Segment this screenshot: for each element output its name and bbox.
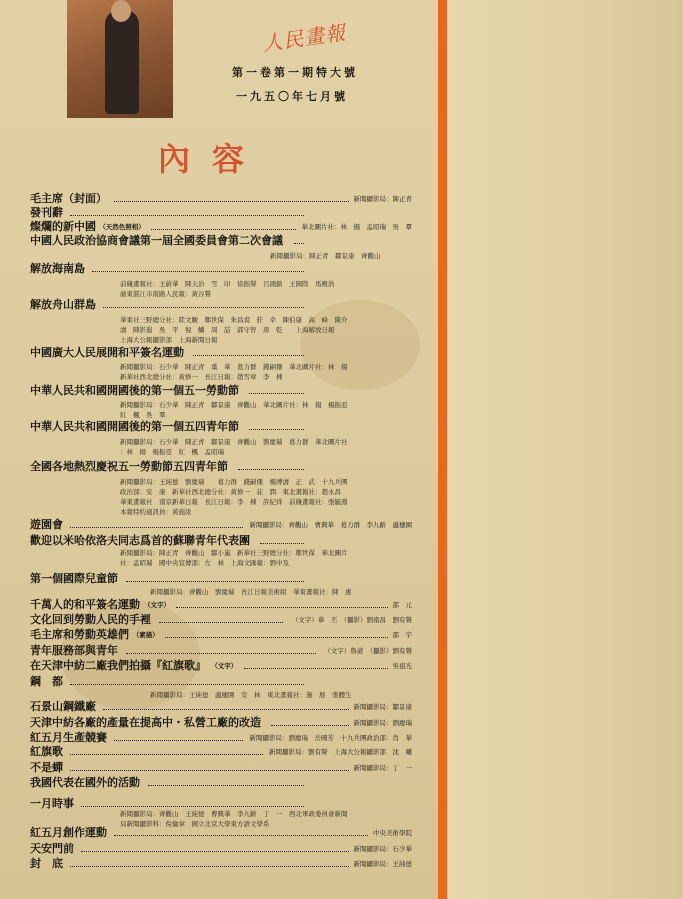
toc-entry: [0, 534, 447, 548]
magazine-logo: 人民畫報: [260, 20, 348, 56]
toc-entry-note: （文字）: [144, 601, 170, 609]
toc-entry-note: （文字）: [211, 662, 238, 670]
contents-heading: 內容: [158, 140, 267, 178]
leader-dots: [114, 201, 348, 202]
photo-credit-line: 新聞攝影局：石少華 陳正青 鄒景康 齊觀山 劉慶瑞 葛力群 華北圖片社: [120, 438, 348, 446]
toc-entry-credit: 新聞攝影局：王純德: [353, 860, 412, 868]
toc-entry-title: 我國代表在國外的活動: [30, 776, 140, 789]
leader-dots: [165, 637, 388, 638]
toc-entry-credit: 邵 宇: [392, 631, 412, 639]
photo-credit-line: 新聞攝影局：陳正青 鄒景康 齊觀山: [270, 252, 381, 260]
toc-entry-note: （素描）: [132, 631, 159, 639]
leader-dots: [103, 709, 348, 710]
issue-number: 第一卷第一期特大號: [232, 66, 358, 79]
toc-entry-title: 全國各地熱烈慶祝五一勞動節五四青年節: [30, 460, 228, 473]
photo-credit-line: 華東畫報社 南京新華日報 長江日報：李 棟 許紀祥 前綫畫報社：張毓淵: [120, 498, 348, 506]
leader-dots: [151, 229, 295, 230]
leader-dots: [126, 581, 304, 582]
toc-entry-title: 中華人民共和國開國後的第一個五四青年節: [30, 420, 239, 433]
leader-dots: [176, 607, 388, 608]
leader-dots: [260, 543, 304, 544]
toc-entry-credit: 新聞攝影局：劉慶瑞 岳國芳 十九兵團政治部：肖 華: [249, 734, 412, 742]
toc-entry-title: 封 底: [30, 857, 63, 870]
toc-entry-title: 鋼 都: [30, 675, 63, 688]
leader-dots: [238, 469, 304, 470]
toc-entry-title: 天津中紡各廠的產量在提高中・私營工廠的改造: [30, 716, 261, 729]
photo-credit-line: 濤 陳影遐 吳 平 倪 鱗 周 喆 郭守智 唐 乾 上海解放日報: [120, 326, 335, 334]
toc-entry-credit: 新聞攝影局：齊觀山 曹興華 葛力群 李九齡 盧穗園: [249, 521, 412, 529]
toc-entry: [0, 518, 447, 532]
leader-dots: [159, 622, 282, 623]
toc-entry: [0, 761, 447, 775]
leader-dots: [148, 785, 304, 786]
photo-credit-line: 紅 楓 吳 羣: [120, 411, 166, 419]
photo-credit-line: 局新聞攝影科：倪倫章 國立北京大學東方語文學系: [120, 820, 270, 828]
leader-dots: [81, 806, 304, 807]
toc-entry-note: （天然色照相）: [99, 223, 145, 231]
toc-entry-credit: 邵 元: [392, 601, 412, 609]
toc-entry-title: 遊園會: [30, 518, 63, 531]
toc-entry-title: 燦爛的新中國: [30, 220, 96, 233]
toc-entry: [0, 675, 447, 689]
leader-dots: [70, 527, 243, 528]
photo-credit-line: 廣東湛江市南路人民報：黃谷聲: [120, 290, 211, 298]
toc-entry-title: 紅五月生產競賽: [30, 731, 107, 744]
toc-entry-title: 毛主席（封面）: [30, 192, 107, 205]
toc-entry-title: 一月時事: [30, 797, 74, 810]
toc-entry-credit: 新聞攝影局：鄒景康: [353, 703, 412, 711]
toc-entry-title: 解放海南島: [30, 262, 85, 275]
leader-dots: [244, 668, 389, 669]
toc-entry: [0, 776, 447, 790]
leader-dots: [271, 725, 348, 726]
toc-entry-credit: （文字）華 丕 （攝影）劉南昌 劉有聲: [291, 616, 412, 624]
toc-entry-title: 青年服務部與青年: [30, 644, 118, 657]
toc-entry-credit: 新聞攝影局：丁 一: [353, 764, 412, 772]
toc-entry-title: 解放舟山群島: [30, 298, 96, 311]
leader-dots: [70, 754, 263, 755]
leader-dots: [70, 215, 304, 216]
toc-entry-title: 千萬人的和平簽名運動: [30, 598, 140, 611]
toc-entry-title: 歡迎以米哈依洛夫同志爲首的蘇聯青年代表團: [30, 534, 250, 547]
leader-dots: [92, 271, 304, 272]
toc-entry: [0, 420, 447, 434]
leader-dots: [249, 429, 304, 430]
toc-entry: [0, 384, 447, 398]
leader-dots: [249, 393, 304, 394]
toc-entry: [0, 346, 447, 360]
leader-dots: [70, 866, 349, 867]
photo-credit-line: 華東社三野總分社：陸文駿 鄭世保 朱昌裘 莊 幸 陳伯康 高 峰 陳介: [120, 316, 348, 324]
toc-entry: [0, 192, 447, 206]
toc-entry: [0, 206, 447, 220]
toc-entry-title: 石景山鋼鐵廠: [30, 700, 96, 713]
leader-dots: [294, 243, 304, 244]
toc-entry-title: 紅五月創作運動: [30, 826, 107, 839]
photo-credit-line: ：林 揚 楊振亞 紅 楓 孟昭瑞: [120, 448, 224, 456]
toc-entry: [0, 857, 447, 871]
toc-entry: [0, 659, 447, 673]
photo-credit-line: 政治部：安 康 新華社西北總分社：黃修一 荘 潤 東北畫報社：趙永昌: [120, 488, 341, 496]
toc-entry: [0, 234, 447, 248]
toc-entry: [0, 598, 447, 612]
toc-entry-credit: 新聞攝影局：陳正青: [353, 195, 412, 203]
photo-credit-line: 新華社西北總分社：黃修一 長江日報：趙雪章 李 棟: [120, 373, 283, 381]
toc-entry-credit: 新聞攝影局：石少華: [353, 845, 412, 853]
toc-entry-credit: （文字）魯道 （攝影）劉有聲: [324, 647, 412, 655]
toc-entry-credit: 吳祖光: [392, 662, 412, 670]
leader-dots: [114, 740, 243, 741]
toc-entry-title: 中華人民共和國開國後的第一個五一勞動節: [30, 384, 239, 397]
photo-credit-line: 社：孟昭瑞 國中央宣傳部：左 林 上海文匯報：劉中及: [120, 559, 289, 567]
toc-entry: [0, 628, 447, 642]
toc-entry: [0, 572, 447, 586]
toc-entry: [0, 262, 447, 276]
toc-entry: [0, 842, 447, 856]
toc-entry-credit: 中央美術學院: [373, 829, 412, 837]
toc-entry: [0, 644, 447, 658]
photo-credit-line: 前綫畫報社：王蔚華 陳天治 雪 印 徐振聲 呂鴻銘 王國際 馬殿浩: [120, 280, 335, 288]
toc-entry-title: 發刊辭: [30, 206, 63, 219]
toc-entry-title: 毛主席和勞動英雄們: [30, 628, 129, 641]
leader-dots: [70, 684, 304, 685]
toc-entry-title: 在天津中紡二廠我們拍攝『紅旗歌』: [30, 659, 206, 672]
toc-entry: [0, 731, 447, 745]
toc-entry-title: 天安門前: [30, 842, 74, 855]
photo-credit-line: 新聞攝影局：石少華 陳正青 鄒景康 齊觀山 華北圖片社：林 揚 楊振亞: [120, 401, 348, 409]
toc-entry: [0, 716, 447, 730]
photo-credit-line: 新聞攝影局：王純德 盧穗園 安 林 東北畫報社：施 展 張體生: [150, 691, 352, 699]
toc-entry-title: 文化回到勞動人民的手裡: [30, 613, 151, 626]
photo-credit-line: 上海大公報攝影部 上海新聞日報: [120, 336, 218, 344]
toc-entry: [0, 700, 447, 714]
toc-entry-title: 第一個國際兒童節: [30, 572, 118, 585]
leader-dots: [114, 835, 368, 836]
leader-dots: [81, 851, 349, 852]
toc-entry: [0, 745, 447, 759]
toc-entry-title: 中國人民政治協商會議第一屆全國委員會第二次會議: [30, 234, 283, 247]
photo-credit-line: 新聞攝影局：石少華 陳正青 葉 華 葛力群 錢嗣傑 華北圖片社：林 揚: [120, 363, 348, 371]
toc-entry-title: 紅旗歌: [30, 745, 63, 758]
photo-credit-line: 新聞攝影局：王純德 劉慶瑞 葛力群 錢嗣傑 楊溥濤 正 武 十九兵團: [120, 478, 348, 486]
leader-dots: [70, 770, 349, 771]
photo-credit-line: 新聞攝影局：齊觀山 劉慶瑞 長江日報美術組 華東畫報社：陳 惠: [150, 588, 352, 596]
photo-credit-line: 新聞攝影局：齊觀山 王純德 曹興華 李九齡 丁 一 西北軍政委員會新聞: [120, 810, 348, 818]
leader-dots: [193, 355, 304, 356]
issue-date: 一九五〇年七月號: [236, 90, 348, 103]
toc-entry-credit: 新聞攝影局：劉慶瑞: [353, 719, 412, 727]
leader-dots: [126, 653, 316, 654]
photo-credit-line: 新聞攝影局：陳正青 齊觀山 鄒小嵐 新華社三野總分社：鄭世保 華北圖片: [120, 549, 348, 557]
toc-entry: [0, 460, 447, 474]
toc-entry-credit: 新聞攝影局：劉有聲 上海大公報攝影部 沈 曦: [269, 748, 412, 756]
toc-entry-credit: 華北圖片社：林 揚 孟昭瑞 吳 羣: [301, 223, 412, 231]
toc-entry: [0, 298, 447, 312]
toc-entry: [0, 220, 447, 234]
toc-entry-title: 不是蟬: [30, 761, 63, 774]
toc-entry: [0, 613, 447, 627]
toc-entry-title: 中國廣大人民展開和平簽名運動: [30, 346, 184, 359]
leader-dots: [103, 307, 304, 308]
photo-credit-line: 本報特約通訊員：黃施浓: [120, 508, 192, 516]
